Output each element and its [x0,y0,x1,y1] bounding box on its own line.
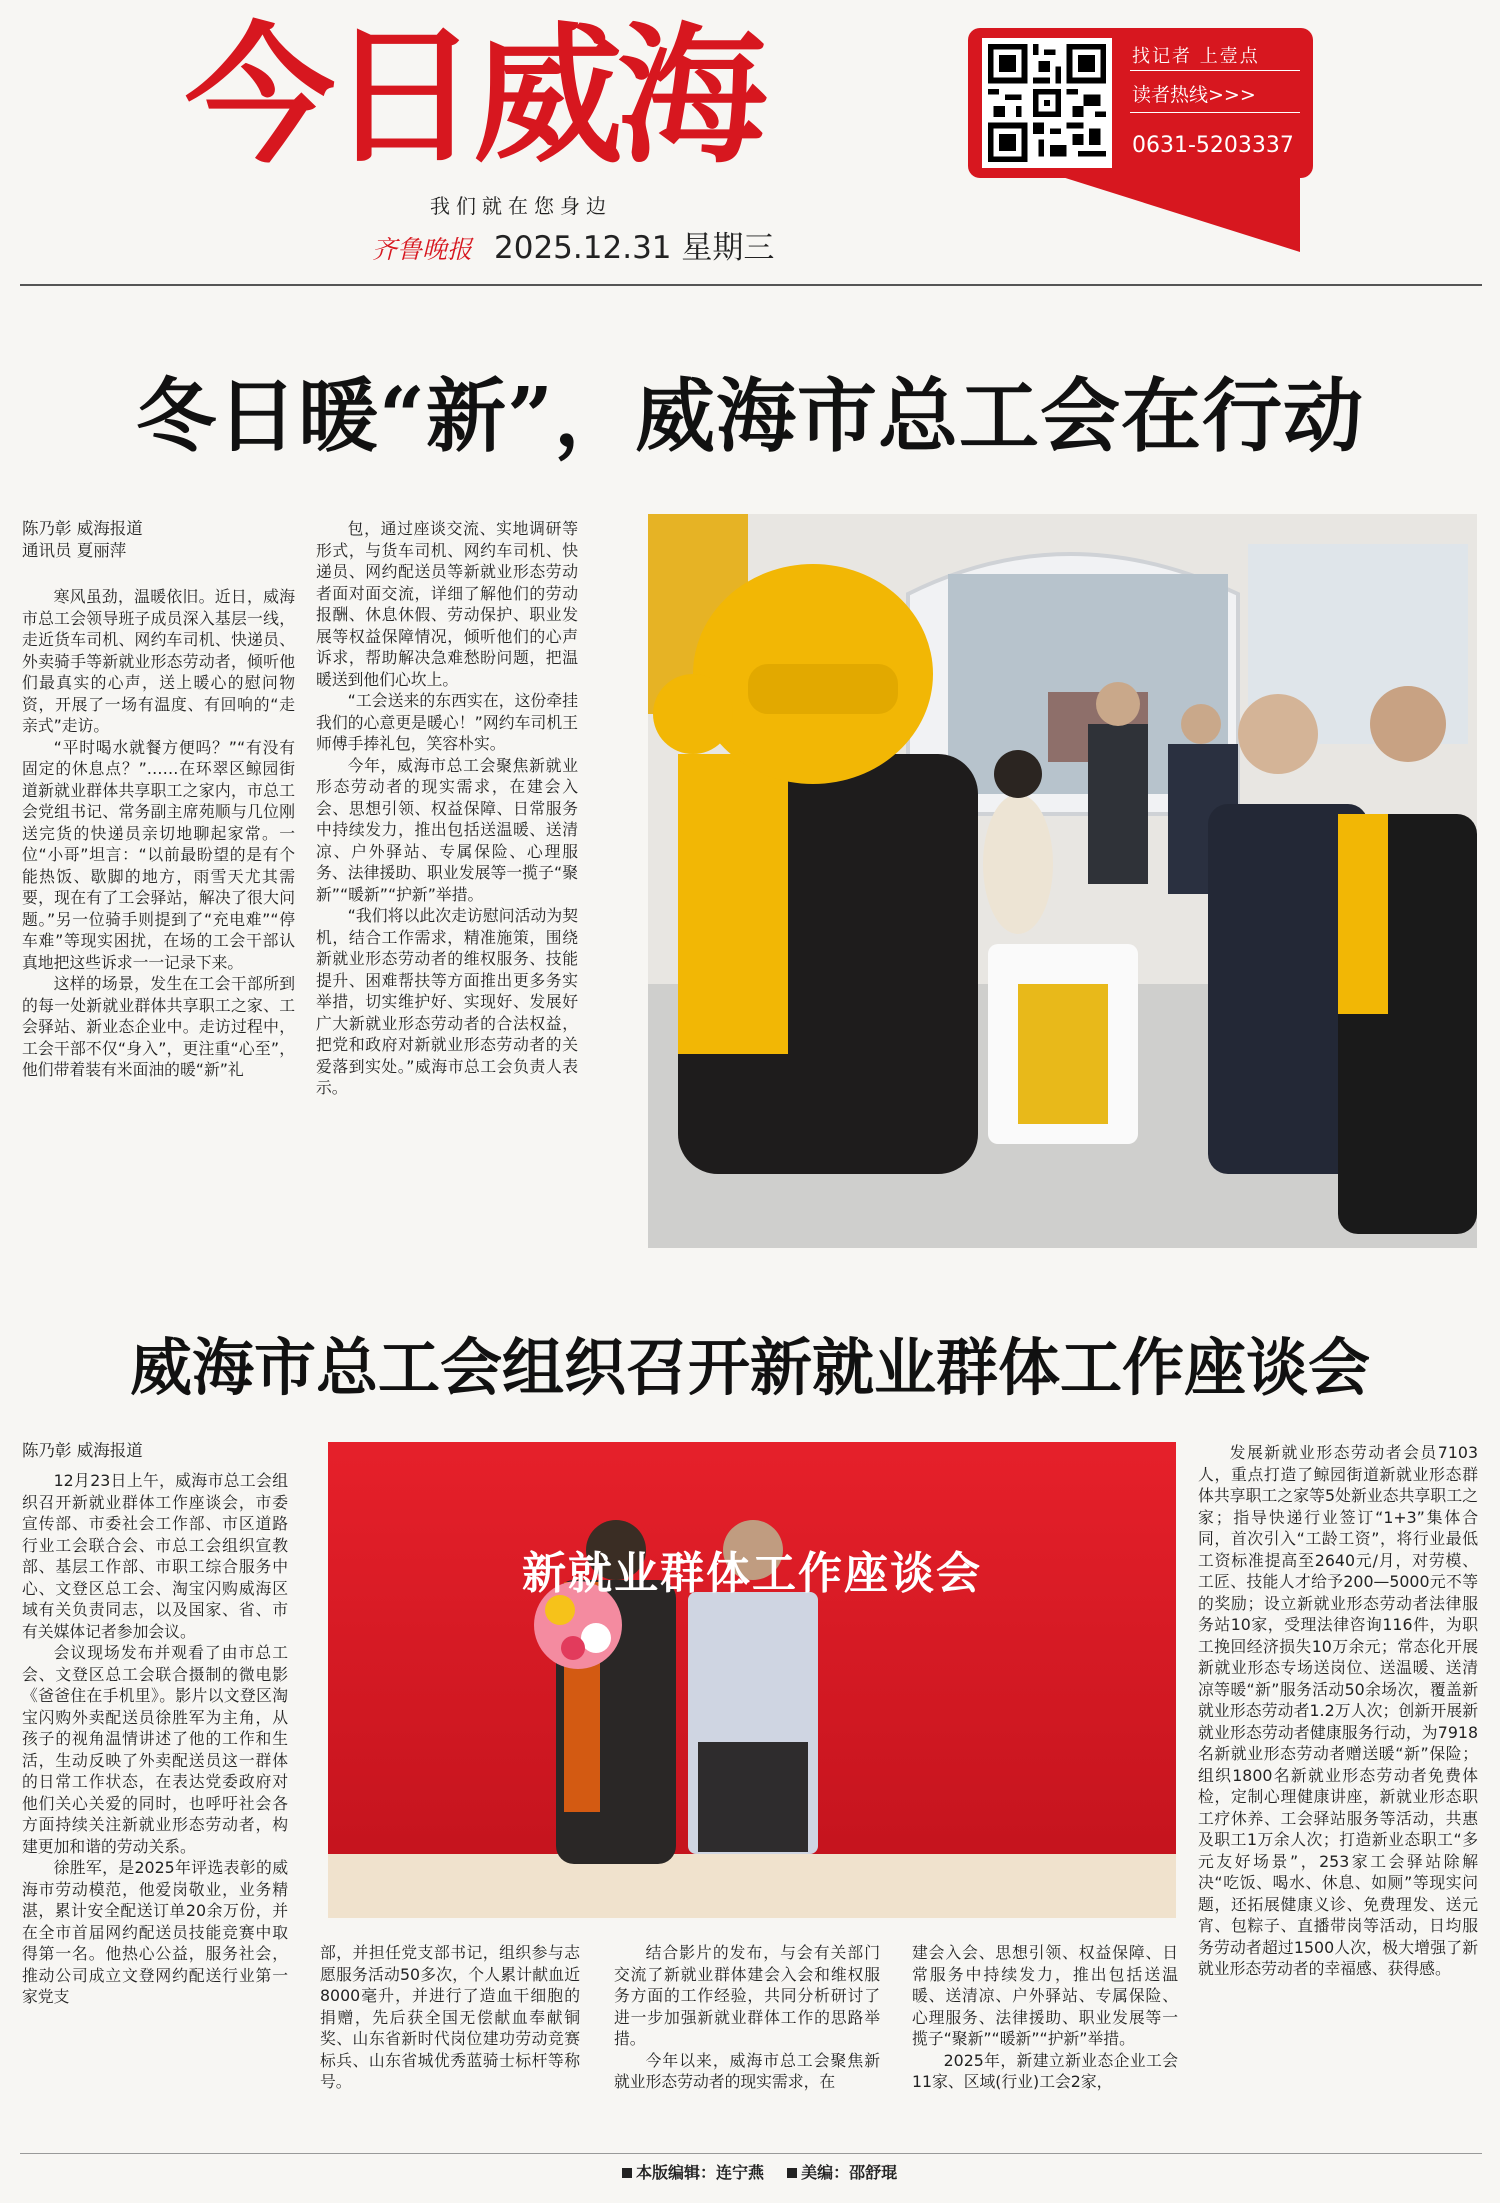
paragraph: 12月23日上午，威海市总工会组织召开新就业群体工作座谈会，市委宣传部、市委社会工作部、市区道路行业工会联合会、市总工会组织宣教部、基层工作部、市职工综合服务中心、文登区总工会、淘宝闪购威海区域有关负责同志，以及国家、省、市有关媒体记者参加会议。 [22,1471,288,1641]
paragraph: 发展新就业形态劳动者会员7103人，重点打造了鲸园街道新就业形态群体共享职工之家等5处新业态共享职工之家；指导快递行业签订“1+3”集体合同，首次引入“工龄工资”，将行业最低工资标准提高至2640元/月，对劳模、工匠、技能人才给予200—5000元不等的奖励；设立新就业形态劳动者法律服务站10家，受理法律咨询116件，为职工挽回经济损失10万余元；常态化开展新就业形态专场送岗位、送温暖、送清凉等暖“新”服务活动50余场次，覆盖新就业形态劳动者1.2万人次；创新开展新就业形态劳动者健康服务行动，为7918名新就业形态劳动者赠送暖“新”保险；组织1800名新就业形态劳动者免费体检，定制心理健康讲座，新就业形态职工疗休养、工会驿站服务等活动，共惠及职工1万余人次；打造新业态职工“多元友好场景”，253家工会驿站除解决“吃饭、喝水、休息、如厕”等现实问题，还拓展健康义诊、免费理发、送元宵、包粽子、直播带岗等活动，日均服务劳动者超过1500人次，极大增强了新就业形态劳动者的幸福感、获得感。 [1198,1443,1478,1978]
article2-column-1 [22,1470,288,2142]
article1-column-1 [22,586,295,1238]
paragraph: “平时喝水就餐方便吗？”“有没有固定的休息点？”……在环翠区鲸园街道新就业群体共享职工之家内，市总工会党组书记、常务副主席苑顺与几位刚送完货的快递员亲切地聊起家常。一位“小哥”坦言：“以前最盼望的是有个能热饭、歇脚的地方，雨雪天尤其需要，现在有了工会驿站，解决了很大问题。”另一位骑手则提到了“充电难”“停车难”等现实困扰，在场的工会干部认真地把这些诉求一一记录下来。 [22,737,295,972]
editor-credit: 本版编辑：连宁燕 [636,2163,765,2182]
paragraph: 会议现场发布并观看了由市总工会、文登区总工会联合摄制的微电影《爸爸住在手机里》。影片以文登区淘宝闪购外卖配送员徐胜军为主角，从孩子的视角温情讲述了他的工作和生活，生动反映了外卖配送员这一群体的日常工作状态，在表达党委政府对他们关心关爱的同时，也呼吁社会各方面持续关注新就业形态劳动者，构建更加和谐的劳动关系。 [22,1643,288,1856]
paragraph: 这样的场景，发生在工会干部所到的每一处新就业群体共享职工之家、工会驿站、新业态企业中。走访过程中，工会干部不仅“身入”，更注重“心至”，他们带着装有米面油的暖“新”礼 [22,974,295,1079]
square-bullet-icon [787,2168,797,2178]
article1-photo [648,514,1477,1248]
article2-column-5 [1198,1442,1478,2142]
issue-date: 2025.12.31 星期三 [494,230,775,266]
paragraph: 2025年，新建立新业态企业工会11家、区域(行业)工会2家， [912,2050,1178,2091]
credits [622,2160,915,2183]
paragraph: 今年以来，威海市总工会聚焦新就业形态劳动者的现实需求，在 [614,2050,880,2091]
paragraph: 建会入会、思想引领、权益保障、日常服务中持续发力，推出包括送温暖、送清凉、户外驿站、专属保险、心理服务、法律援助、职业发展等一揽子“聚新”“暖新”“护新”举措。 [912,1943,1178,2048]
article1-byline: 陈乃彰 威海报道 [22,519,143,538]
contact-box-tail [1040,170,1300,252]
contact-line-hotline: 读者热线>>> [1132,84,1256,106]
qr-code-icon[interactable] [982,38,1112,168]
meeting-banner: 新就业群体工作座谈会 [522,1548,982,1599]
article1-byline-correspondent: 通讯员 夏丽萍 [22,541,127,560]
article2-column-4 [912,1942,1178,2142]
article2-headline: 威海市总工会组织召开新就业群体工作座谈会 [129,1331,1370,1404]
contact-divider [1130,112,1300,113]
masthead-rule [20,284,1482,286]
article2-column-2 [320,1942,580,2142]
square-bullet-icon [622,2168,632,2178]
masthead-slogan: 我们就在您身边 [430,194,612,218]
contact-phone[interactable]: 0631-5203337 [1132,133,1294,158]
contact-line-reporter: 找记者 上壹点 [1132,46,1260,67]
article2-byline: 陈乃彰 威海报道 [22,1441,143,1460]
paragraph: 今年，威海市总工会聚焦新就业形态劳动者的现实需求，在建会入会、思想引领、权益保障、日常服务中持续发力，推出包括送温暖、送清凉、户外驿站、专属保险、心理服务、法律援助、职业发展等一揽子“聚新”“暖新”“护新”举措。 [316,755,578,904]
dateline [372,222,774,267]
masthead-title: 今日威海 [185,10,762,184]
paragraph: 寒风虽劲，温暖依旧。近日，威海市总工会领导班子成员深入基层一线，走近货车司机、网约车司机、快递员、外卖骑手等新就业形态劳动者，倾听他们最真实的心声，送上暖心的慰问物资，开展了一场有温度、有回响的“走亲式”走访。 [22,587,295,735]
paper-brand: 齐鲁晚报 [372,235,473,264]
paragraph: “我们将以此次走访慰问活动为契机，结合工作需求，精准施策，围绕新就业形态劳动者的维权服务、技能提升、困难帮扶等方面推出更多务实举措，切实维护好、实现好、发展好广大新就业形态劳动者的合法权益，把党和政府对新就业形态劳动者的关爱落到实处。”威海市总工会负责人表示。 [316,906,578,1097]
footer-rule [20,2153,1482,2154]
article1-column-2 [316,518,578,1238]
article2-photo [328,1442,1176,1918]
paragraph: “工会送来的东西实在，这份牵挂我们的心意更是暖心！”网约车司机王师傅手捧礼包，笑容朴实。 [316,691,578,753]
article2-column-3 [614,1942,880,2142]
designer-credit: 美编：邵舒琨 [801,2163,898,2182]
contact-divider [1130,70,1300,71]
paragraph: 部，并担任党支部书记，组织参与志愿服务活动50多次，个人累计献血近8000毫升，并进行了造血干细胞的捐赠，先后获全国无偿献血奉献铜奖、山东省新时代岗位建功劳动竞赛标兵、山东省城优秀蓝骑士标杆等称号。 [320,1943,580,2091]
paragraph: 包，通过座谈交流、实地调研等形式，与货车司机、网约车司机、快递员、网约配送员等新就业形态劳动者面对面交流，详细了解他们的劳动报酬、休息休假、劳动保护、职业发展等权益保障情况，倾听他们的心声诉求，帮助解决急难愁盼问题，把温暖送到他们心坎上。 [316,519,578,689]
article1-headline: 冬日暖“新”，威海市总工会在行动 [135,369,1365,463]
paragraph: 徐胜军，是2025年评选表彰的威海市劳动模范，他爱岗敬业，业务精湛，累计安全配送订单20余万份，并在全市首届网约配送员技能竞赛中取得第一名。他热心公益，服务社会，推动公司成立文登网约配送行业第一家党支 [22,1858,288,2006]
paragraph: 结合影片的发布，与会有关部门交流了新就业群体建会入会和维权服务方面的工作经验，共同分析研讨了进一步加强新就业群体工作的思路举措。 [614,1943,880,2048]
